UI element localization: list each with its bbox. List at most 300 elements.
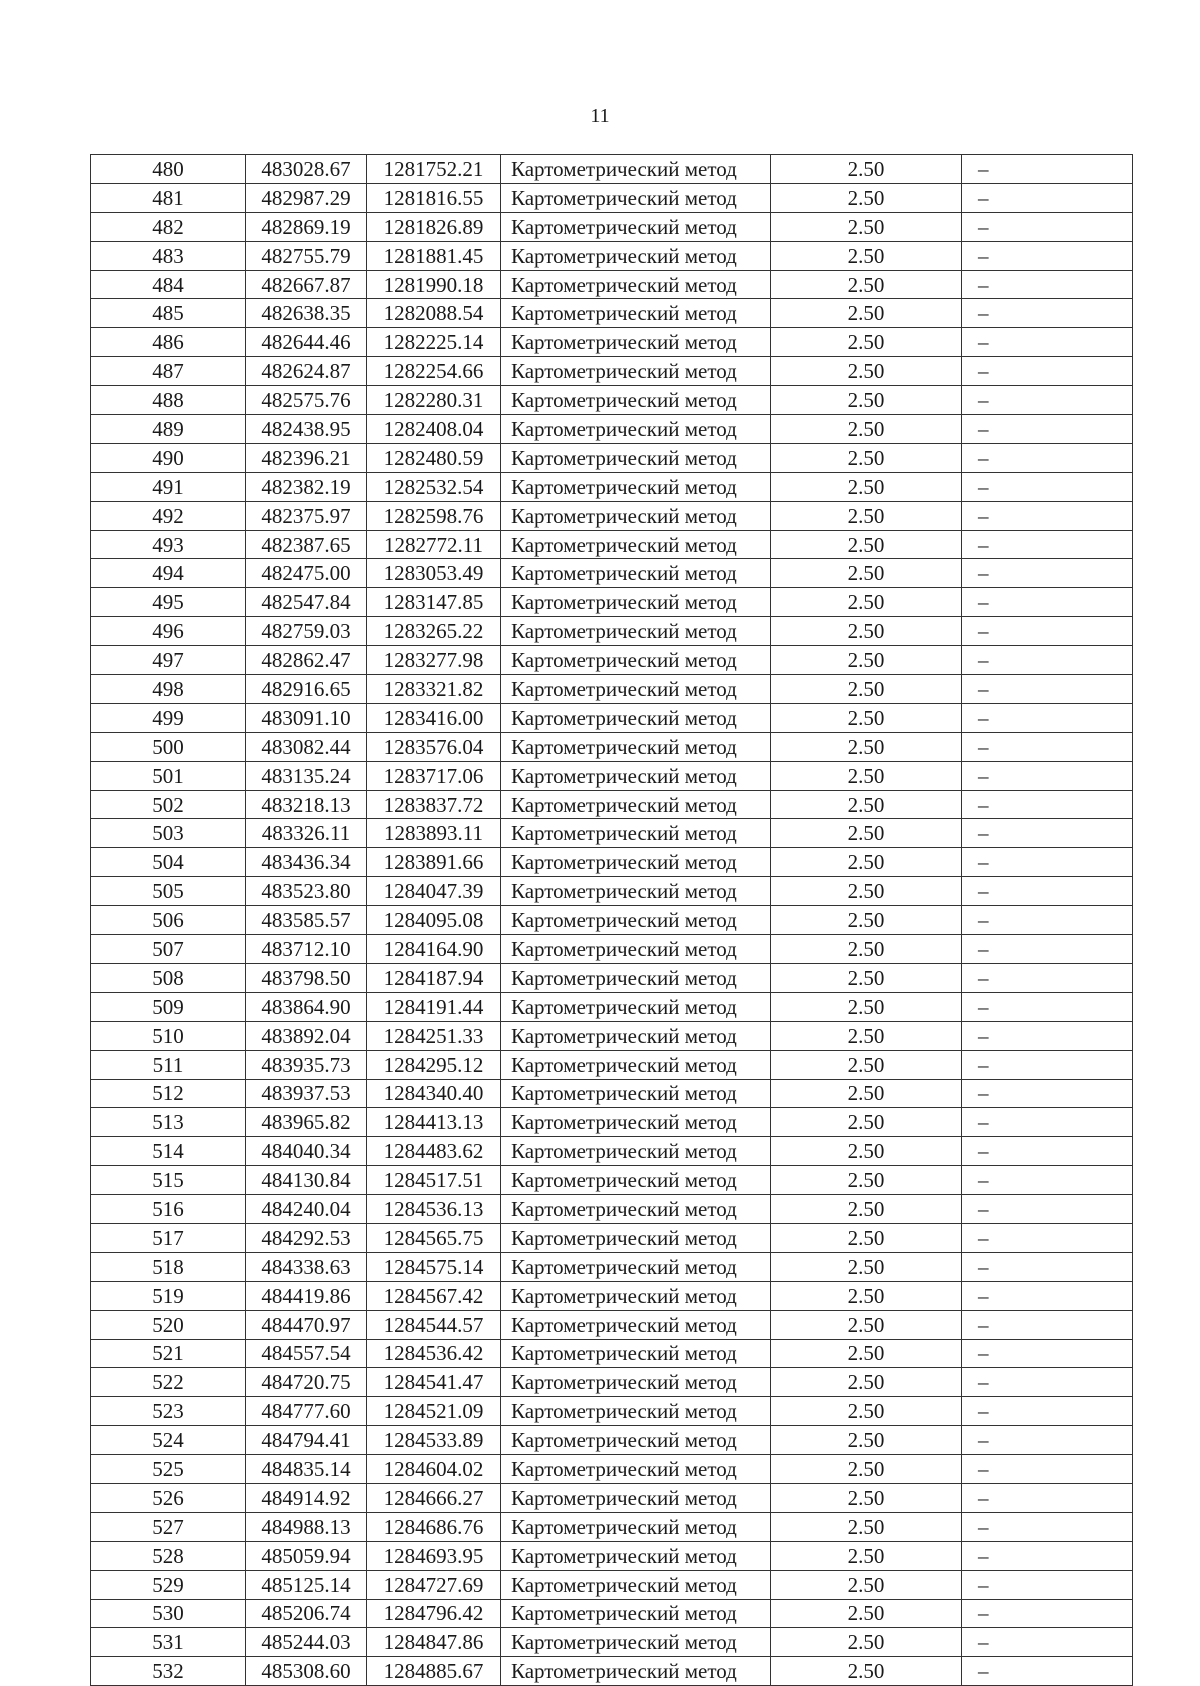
- table-row: [91, 1021, 1133, 1050]
- x-coordinate-cell: 482667.87: [246, 270, 367, 299]
- method-cell: Картометрический метод: [501, 1512, 771, 1541]
- description-cell: –: [962, 1512, 1133, 1541]
- y-coordinate-cell: 1283147.85: [367, 588, 501, 617]
- error-cell: 2.50: [771, 559, 962, 588]
- description-cell: –: [962, 1368, 1133, 1397]
- point-number-cell: 485: [91, 299, 246, 328]
- error-cell: 2.50: [771, 1252, 962, 1281]
- method-cell: Картометрический метод: [501, 1281, 771, 1310]
- x-coordinate-cell: 482862.47: [246, 646, 367, 675]
- description-cell: –: [962, 501, 1133, 530]
- method-cell: Картометрический метод: [501, 1455, 771, 1484]
- error-cell: 2.50: [771, 1541, 962, 1570]
- description-cell: –: [962, 1050, 1133, 1079]
- description-cell: –: [962, 675, 1133, 704]
- method-cell: Картометрический метод: [501, 1021, 771, 1050]
- x-coordinate-cell: 484777.60: [246, 1397, 367, 1426]
- table-row: [91, 443, 1133, 472]
- point-number-cell: 482: [91, 212, 246, 241]
- method-cell: Картометрический метод: [501, 1483, 771, 1512]
- point-number-cell: 527: [91, 1512, 246, 1541]
- x-coordinate-cell: 483712.10: [246, 935, 367, 964]
- method-cell: Картометрический метод: [501, 877, 771, 906]
- error-cell: 2.50: [771, 501, 962, 530]
- method-cell: Картометрический метод: [501, 1195, 771, 1224]
- x-coordinate-cell: 482382.19: [246, 472, 367, 501]
- description-cell: –: [962, 559, 1133, 588]
- y-coordinate-cell: 1284517.51: [367, 1166, 501, 1195]
- y-coordinate-cell: 1284847.86: [367, 1628, 501, 1657]
- method-cell: Картометрический метод: [501, 1108, 771, 1137]
- error-cell: 2.50: [771, 1108, 962, 1137]
- table-row: [91, 1570, 1133, 1599]
- table-row: [91, 1281, 1133, 1310]
- error-cell: 2.50: [771, 1223, 962, 1252]
- point-number-cell: 495: [91, 588, 246, 617]
- x-coordinate-cell: 483798.50: [246, 963, 367, 992]
- y-coordinate-cell: 1281881.45: [367, 241, 501, 270]
- y-coordinate-cell: 1281826.89: [367, 212, 501, 241]
- table-row: [91, 1339, 1133, 1368]
- description-cell: –: [962, 646, 1133, 675]
- x-coordinate-cell: 482396.21: [246, 443, 367, 472]
- description-cell: –: [962, 1195, 1133, 1224]
- method-cell: Картометрический метод: [501, 1541, 771, 1570]
- y-coordinate-cell: 1284521.09: [367, 1397, 501, 1426]
- x-coordinate-cell: 482759.03: [246, 617, 367, 646]
- description-cell: –: [962, 1455, 1133, 1484]
- y-coordinate-cell: 1284686.76: [367, 1512, 501, 1541]
- point-number-cell: 525: [91, 1455, 246, 1484]
- table-row: [91, 646, 1133, 675]
- point-number-cell: 504: [91, 848, 246, 877]
- x-coordinate-cell: 485125.14: [246, 1570, 367, 1599]
- table-row: [91, 732, 1133, 761]
- table-row: [91, 328, 1133, 357]
- x-coordinate-cell: 482547.84: [246, 588, 367, 617]
- point-number-cell: 491: [91, 472, 246, 501]
- table-row: [91, 1108, 1133, 1137]
- x-coordinate-cell: 484835.14: [246, 1455, 367, 1484]
- x-coordinate-cell: 485308.60: [246, 1657, 367, 1686]
- method-cell: Картометрический метод: [501, 1050, 771, 1079]
- x-coordinate-cell: 485244.03: [246, 1628, 367, 1657]
- table-row: [91, 963, 1133, 992]
- method-cell: Картометрический метод: [501, 617, 771, 646]
- method-cell: Картометрический метод: [501, 761, 771, 790]
- y-coordinate-cell: 1282772.11: [367, 530, 501, 559]
- error-cell: 2.50: [771, 963, 962, 992]
- description-cell: –: [962, 1252, 1133, 1281]
- table-row: [91, 1310, 1133, 1339]
- error-cell: 2.50: [771, 1570, 962, 1599]
- method-cell: Картометрический метод: [501, 183, 771, 212]
- error-cell: 2.50: [771, 675, 962, 704]
- description-cell: –: [962, 1079, 1133, 1108]
- method-cell: Картометрический метод: [501, 848, 771, 877]
- point-number-cell: 499: [91, 703, 246, 732]
- point-number-cell: 488: [91, 386, 246, 415]
- y-coordinate-cell: 1284191.44: [367, 992, 501, 1021]
- method-cell: Картометрический метод: [501, 1137, 771, 1166]
- method-cell: Картометрический метод: [501, 1368, 771, 1397]
- x-coordinate-cell: 485059.94: [246, 1541, 367, 1570]
- point-number-cell: 526: [91, 1483, 246, 1512]
- method-cell: Картометрический метод: [501, 1657, 771, 1686]
- description-cell: –: [962, 386, 1133, 415]
- x-coordinate-cell: 483965.82: [246, 1108, 367, 1137]
- y-coordinate-cell: 1282598.76: [367, 501, 501, 530]
- x-coordinate-cell: 483935.73: [246, 1050, 367, 1079]
- table-row: [91, 1368, 1133, 1397]
- y-coordinate-cell: 1283053.49: [367, 559, 501, 588]
- point-number-cell: 530: [91, 1599, 246, 1628]
- point-number-cell: 498: [91, 675, 246, 704]
- table-row: [91, 1397, 1133, 1426]
- description-cell: –: [962, 1310, 1133, 1339]
- y-coordinate-cell: 1283576.04: [367, 732, 501, 761]
- x-coordinate-cell: 483523.80: [246, 877, 367, 906]
- point-number-cell: 503: [91, 819, 246, 848]
- table-row: [91, 1137, 1133, 1166]
- y-coordinate-cell: 1282532.54: [367, 472, 501, 501]
- table-row: [91, 877, 1133, 906]
- error-cell: 2.50: [771, 1455, 962, 1484]
- point-number-cell: 514: [91, 1137, 246, 1166]
- method-cell: Картометрический метод: [501, 819, 771, 848]
- y-coordinate-cell: 1281990.18: [367, 270, 501, 299]
- point-number-cell: 520: [91, 1310, 246, 1339]
- description-cell: –: [962, 703, 1133, 732]
- error-cell: 2.50: [771, 848, 962, 877]
- error-cell: 2.50: [771, 703, 962, 732]
- point-number-cell: 500: [91, 732, 246, 761]
- y-coordinate-cell: 1284413.13: [367, 1108, 501, 1137]
- y-coordinate-cell: 1283837.72: [367, 790, 501, 819]
- method-cell: Картометрический метод: [501, 559, 771, 588]
- x-coordinate-cell: 484720.75: [246, 1368, 367, 1397]
- y-coordinate-cell: 1284536.13: [367, 1195, 501, 1224]
- y-coordinate-cell: 1284575.14: [367, 1252, 501, 1281]
- table-row: [91, 1455, 1133, 1484]
- error-cell: 2.50: [771, 1310, 962, 1339]
- x-coordinate-cell: 484292.53: [246, 1223, 367, 1252]
- x-coordinate-cell: 482387.65: [246, 530, 367, 559]
- error-cell: 2.50: [771, 299, 962, 328]
- error-cell: 2.50: [771, 328, 962, 357]
- description-cell: –: [962, 761, 1133, 790]
- method-cell: Картометрический метод: [501, 241, 771, 270]
- point-number-cell: 483: [91, 241, 246, 270]
- y-coordinate-cell: 1284796.42: [367, 1599, 501, 1628]
- x-coordinate-cell: 482644.46: [246, 328, 367, 357]
- x-coordinate-cell: 483326.11: [246, 819, 367, 848]
- y-coordinate-cell: 1284047.39: [367, 877, 501, 906]
- method-cell: Картометрический метод: [501, 299, 771, 328]
- point-number-cell: 484: [91, 270, 246, 299]
- description-cell: –: [962, 819, 1133, 848]
- table-row: [91, 1512, 1133, 1541]
- error-cell: 2.50: [771, 1079, 962, 1108]
- description-cell: –: [962, 530, 1133, 559]
- method-cell: Картометрический метод: [501, 443, 771, 472]
- y-coordinate-cell: 1284604.02: [367, 1455, 501, 1484]
- y-coordinate-cell: 1281816.55: [367, 183, 501, 212]
- method-cell: Картометрический метод: [501, 935, 771, 964]
- method-cell: Картометрический метод: [501, 1570, 771, 1599]
- error-cell: 2.50: [771, 472, 962, 501]
- error-cell: 2.50: [771, 443, 962, 472]
- x-coordinate-cell: 482916.65: [246, 675, 367, 704]
- point-number-cell: 481: [91, 183, 246, 212]
- method-cell: Картометрический метод: [501, 212, 771, 241]
- table-row: [91, 1657, 1133, 1686]
- x-coordinate-cell: 483082.44: [246, 732, 367, 761]
- table-row: [91, 1483, 1133, 1512]
- point-number-cell: 497: [91, 646, 246, 675]
- point-number-cell: 515: [91, 1166, 246, 1195]
- description-cell: –: [962, 617, 1133, 646]
- x-coordinate-cell: 484914.92: [246, 1483, 367, 1512]
- point-number-cell: 480: [91, 155, 246, 184]
- point-number-cell: 523: [91, 1397, 246, 1426]
- y-coordinate-cell: 1282408.04: [367, 415, 501, 444]
- y-coordinate-cell: 1283891.66: [367, 848, 501, 877]
- table-row: [91, 848, 1133, 877]
- description-cell: –: [962, 1339, 1133, 1368]
- method-cell: Картометрический метод: [501, 963, 771, 992]
- y-coordinate-cell: 1282088.54: [367, 299, 501, 328]
- point-number-cell: 528: [91, 1541, 246, 1570]
- x-coordinate-cell: 482438.95: [246, 415, 367, 444]
- error-cell: 2.50: [771, 992, 962, 1021]
- y-coordinate-cell: 1284693.95: [367, 1541, 501, 1570]
- method-cell: Картометрический метод: [501, 415, 771, 444]
- description-cell: –: [962, 992, 1133, 1021]
- error-cell: 2.50: [771, 270, 962, 299]
- x-coordinate-cell: 483937.53: [246, 1079, 367, 1108]
- point-number-cell: 508: [91, 963, 246, 992]
- x-coordinate-cell: 482375.97: [246, 501, 367, 530]
- y-coordinate-cell: 1284483.62: [367, 1137, 501, 1166]
- y-coordinate-cell: 1283321.82: [367, 675, 501, 704]
- y-coordinate-cell: 1284533.89: [367, 1426, 501, 1455]
- table-row: [91, 819, 1133, 848]
- x-coordinate-cell: 482624.87: [246, 357, 367, 386]
- point-number-cell: 532: [91, 1657, 246, 1686]
- method-cell: Картометрический метод: [501, 501, 771, 530]
- method-cell: Картометрический метод: [501, 703, 771, 732]
- error-cell: 2.50: [771, 1050, 962, 1079]
- x-coordinate-cell: 483218.13: [246, 790, 367, 819]
- table-row: [91, 415, 1133, 444]
- point-number-cell: 496: [91, 617, 246, 646]
- error-cell: 2.50: [771, 1281, 962, 1310]
- description-cell: –: [962, 1628, 1133, 1657]
- error-cell: 2.50: [771, 386, 962, 415]
- method-cell: Картометрический метод: [501, 386, 771, 415]
- description-cell: –: [962, 1397, 1133, 1426]
- table-row: [91, 357, 1133, 386]
- x-coordinate-cell: 483436.34: [246, 848, 367, 877]
- description-cell: –: [962, 1541, 1133, 1570]
- error-cell: 2.50: [771, 1426, 962, 1455]
- table-row: [91, 617, 1133, 646]
- method-cell: Картометрический метод: [501, 155, 771, 184]
- method-cell: Картометрический метод: [501, 270, 771, 299]
- method-cell: Картометрический метод: [501, 1166, 771, 1195]
- error-cell: 2.50: [771, 212, 962, 241]
- x-coordinate-cell: 482638.35: [246, 299, 367, 328]
- table-row: [91, 1599, 1133, 1628]
- y-coordinate-cell: 1284666.27: [367, 1483, 501, 1512]
- error-cell: 2.50: [771, 877, 962, 906]
- table-row: [91, 501, 1133, 530]
- x-coordinate-cell: 482987.29: [246, 183, 367, 212]
- x-coordinate-cell: 484557.54: [246, 1339, 367, 1368]
- description-cell: –: [962, 1281, 1133, 1310]
- description-cell: –: [962, 790, 1133, 819]
- table-row: [91, 241, 1133, 270]
- x-coordinate-cell: 482869.19: [246, 212, 367, 241]
- table-row: [91, 1541, 1133, 1570]
- description-cell: –: [962, 1021, 1133, 1050]
- description-cell: –: [962, 1108, 1133, 1137]
- error-cell: 2.50: [771, 761, 962, 790]
- method-cell: Картометрический метод: [501, 1339, 771, 1368]
- table-row: [91, 270, 1133, 299]
- x-coordinate-cell: 484130.84: [246, 1166, 367, 1195]
- description-cell: –: [962, 732, 1133, 761]
- point-number-cell: 505: [91, 877, 246, 906]
- point-number-cell: 517: [91, 1223, 246, 1252]
- point-number-cell: 489: [91, 415, 246, 444]
- y-coordinate-cell: 1281752.21: [367, 155, 501, 184]
- x-coordinate-cell: 482575.76: [246, 386, 367, 415]
- point-number-cell: 531: [91, 1628, 246, 1657]
- error-cell: 2.50: [771, 1599, 962, 1628]
- x-coordinate-cell: 484988.13: [246, 1512, 367, 1541]
- x-coordinate-cell: 483091.10: [246, 703, 367, 732]
- error-cell: 2.50: [771, 1628, 962, 1657]
- point-number-cell: 501: [91, 761, 246, 790]
- description-cell: –: [962, 1483, 1133, 1512]
- y-coordinate-cell: 1282480.59: [367, 443, 501, 472]
- description-cell: –: [962, 1570, 1133, 1599]
- table-row: [91, 588, 1133, 617]
- method-cell: Картометрический метод: [501, 1628, 771, 1657]
- y-coordinate-cell: 1284295.12: [367, 1050, 501, 1079]
- error-cell: 2.50: [771, 790, 962, 819]
- y-coordinate-cell: 1284251.33: [367, 1021, 501, 1050]
- point-number-cell: 486: [91, 328, 246, 357]
- y-coordinate-cell: 1283893.11: [367, 819, 501, 848]
- table-row: [91, 559, 1133, 588]
- description-cell: –: [962, 241, 1133, 270]
- table-row: [91, 212, 1133, 241]
- table-body: [91, 155, 1133, 1686]
- description-cell: –: [962, 1657, 1133, 1686]
- description-cell: –: [962, 1599, 1133, 1628]
- method-cell: Картометрический метод: [501, 790, 771, 819]
- error-cell: 2.50: [771, 241, 962, 270]
- description-cell: –: [962, 848, 1133, 877]
- description-cell: –: [962, 588, 1133, 617]
- table-row: [91, 155, 1133, 184]
- method-cell: Картометрический метод: [501, 646, 771, 675]
- error-cell: 2.50: [771, 1166, 962, 1195]
- x-coordinate-cell: 484040.34: [246, 1137, 367, 1166]
- table-row: [91, 906, 1133, 935]
- description-cell: –: [962, 906, 1133, 935]
- method-cell: Картометрический метод: [501, 1223, 771, 1252]
- error-cell: 2.50: [771, 1657, 962, 1686]
- point-number-cell: 529: [91, 1570, 246, 1599]
- error-cell: 2.50: [771, 732, 962, 761]
- point-number-cell: 490: [91, 443, 246, 472]
- point-number-cell: 513: [91, 1108, 246, 1137]
- x-coordinate-cell: 484240.04: [246, 1195, 367, 1224]
- description-cell: –: [962, 1426, 1133, 1455]
- description-cell: –: [962, 299, 1133, 328]
- description-cell: –: [962, 328, 1133, 357]
- x-coordinate-cell: 483892.04: [246, 1021, 367, 1050]
- table-row: [91, 935, 1133, 964]
- table-row: [91, 761, 1133, 790]
- table-row: [91, 1628, 1133, 1657]
- table-row: [91, 299, 1133, 328]
- method-cell: Картометрический метод: [501, 328, 771, 357]
- error-cell: 2.50: [771, 415, 962, 444]
- error-cell: 2.50: [771, 1021, 962, 1050]
- table-row: [91, 1079, 1133, 1108]
- x-coordinate-cell: 482755.79: [246, 241, 367, 270]
- table-row: [91, 1426, 1133, 1455]
- table-row: [91, 1050, 1133, 1079]
- table-row: [91, 1166, 1133, 1195]
- point-number-cell: 521: [91, 1339, 246, 1368]
- method-cell: Картометрический метод: [501, 1397, 771, 1426]
- point-number-cell: 487: [91, 357, 246, 386]
- y-coordinate-cell: 1284541.47: [367, 1368, 501, 1397]
- error-cell: 2.50: [771, 906, 962, 935]
- point-number-cell: 518: [91, 1252, 246, 1281]
- method-cell: Картометрический метод: [501, 1599, 771, 1628]
- method-cell: Картометрический метод: [501, 732, 771, 761]
- point-number-cell: 519: [91, 1281, 246, 1310]
- x-coordinate-cell: 483864.90: [246, 992, 367, 1021]
- error-cell: 2.50: [771, 1339, 962, 1368]
- y-coordinate-cell: 1283277.98: [367, 646, 501, 675]
- y-coordinate-cell: 1282225.14: [367, 328, 501, 357]
- error-cell: 2.50: [771, 617, 962, 646]
- description-cell: –: [962, 443, 1133, 472]
- description-cell: –: [962, 935, 1133, 964]
- description-cell: –: [962, 963, 1133, 992]
- error-cell: 2.50: [771, 646, 962, 675]
- error-cell: 2.50: [771, 1512, 962, 1541]
- page-number: 11: [590, 105, 610, 127]
- y-coordinate-cell: 1284095.08: [367, 906, 501, 935]
- point-number-cell: 522: [91, 1368, 246, 1397]
- y-coordinate-cell: 1283265.22: [367, 617, 501, 646]
- error-cell: 2.50: [771, 1368, 962, 1397]
- point-number-cell: 509: [91, 992, 246, 1021]
- method-cell: Картометрический метод: [501, 472, 771, 501]
- table-row: [91, 472, 1133, 501]
- table-row: [91, 790, 1133, 819]
- method-cell: Картометрический метод: [501, 1426, 771, 1455]
